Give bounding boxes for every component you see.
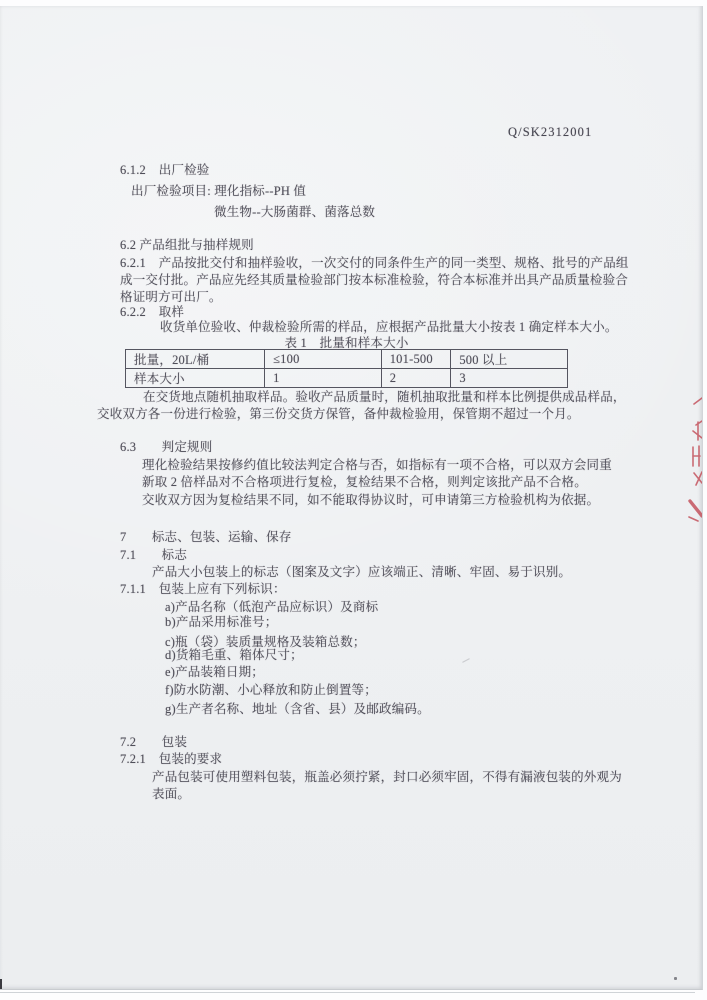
table-cell: 批量，20L/桶 — [126, 350, 265, 369]
table-cell: 500 以上 — [451, 350, 568, 369]
heading-7-1: 7.1 标志 — [120, 548, 188, 562]
paper-sheet — [0, 6, 703, 990]
heading-7: 7 标志、包装、运输、保存 — [120, 530, 292, 544]
scan-speck — [674, 977, 677, 980]
list-item-g: g)生产者名称、地址（含省、县）及邮政编码。 — [165, 702, 430, 716]
table1-batch-sample-size — [125, 349, 568, 388]
table-cell: 3 — [451, 369, 568, 388]
heading-6-1-2: 6.1.2 出厂检验 — [120, 163, 210, 177]
list-item-d: d)货箱毛重、箱体尺寸； — [165, 648, 303, 662]
heading-7-2-1: 7.2.1 包装的要求 — [120, 752, 223, 766]
para-6-3-line3: 交收双方因为复检结果不同，如不能取得协议时，可申请第三方检验机构为依据。 — [142, 493, 600, 507]
heading-6-3: 6.3 判定规则 — [120, 440, 213, 454]
heading-6-2-2: 6.2.2 取样 — [120, 305, 185, 319]
para-microbe-items: 微生物--大肠菌群、菌落总数 — [214, 205, 376, 219]
table-cell: 2 — [381, 369, 451, 388]
table-cell: ≤100 — [265, 350, 382, 369]
table-cell: 1 — [265, 369, 382, 388]
para-6-3-line1: 理化检验结果按修约值比较法判定合格与否，如指标有一项不合格，可以双方会同重 — [142, 458, 612, 472]
para-7-2-1-line2: 表面。 — [152, 787, 191, 801]
table1-title: 表 1 批量和样本大小 — [284, 336, 409, 350]
scan-edge-line — [0, 992, 695, 993]
list-item-c: c)瓶（袋）装质量规格及装箱总数； — [165, 635, 366, 649]
para-table-note-line2: 交收双方各一份进行检验，第三份交货方保管，备仲裁检验用，保管期不超过一个月。 — [97, 407, 580, 421]
scan-speck — [462, 658, 470, 664]
table-cell: 样本大小 — [126, 369, 265, 388]
heading-7-2: 7.2 包装 — [120, 735, 188, 749]
para-6-2-1-line1: 6.2.1 产品按批交付和抽样验收，一次交付的同条件生产的同一类型、规格、批号的产品组 — [120, 256, 629, 270]
para-table-note-line1: 在交货地点随机抽取样品。验收产品质量时，随机抽取批量和样本比例提供成品样品， — [143, 390, 626, 404]
para-6-2-1-line2: 成一交付批。产品应先经其质量检验部门按本标准检验，符合本标准并出具产品质量检验合 — [120, 273, 629, 287]
heading-7-1-1: 7.1.1 包装上应有下列标识： — [120, 582, 286, 596]
para-7-1: 产品大小包装上的标志（图案及文字）应该端正、清晰、牢固、易于识别。 — [152, 565, 572, 579]
list-item-b: b)产品采用标准号； — [165, 615, 278, 629]
para-7-2-1-line1: 产品包装可使用塑料包装，瓶盖必须拧紧，封口必须牢固，不得有漏液包装的外观为 — [152, 770, 622, 784]
red-stamp-fragment — [680, 395, 702, 535]
list-item-a: a)产品名称（低泡产品应标识）及商标 — [165, 600, 379, 614]
list-item-e: e)产品装箱日期； — [165, 665, 265, 679]
doc-code: Q/SK2312001 — [508, 125, 593, 139]
scan-speck — [0, 979, 2, 990]
para-6-2-1-line3: 格证明方可出厂。 — [120, 290, 222, 304]
table-row — [126, 350, 568, 369]
heading-6-2: 6.2 产品组批与抽样规则 — [120, 238, 254, 252]
table-row — [126, 369, 568, 388]
para-factory-inspection-items: 出厂检验项目: 理化指标--PH 值 — [131, 184, 307, 198]
para-6-3-line2: 新取 2 倍样品对不合格项进行复检，复检结果不合格，则判定该批产品不合格。 — [142, 475, 587, 489]
red-stamp-strokes — [680, 395, 702, 535]
list-item-f: f)防水防潮、小心释放和防止倒置等； — [165, 683, 377, 697]
table-cell: 101-500 — [381, 350, 451, 369]
para-6-2-2: 收货单位验收、仲裁检验所需的样品，应根据产品批量大小按表 1 确定样本大小。 — [160, 320, 618, 334]
